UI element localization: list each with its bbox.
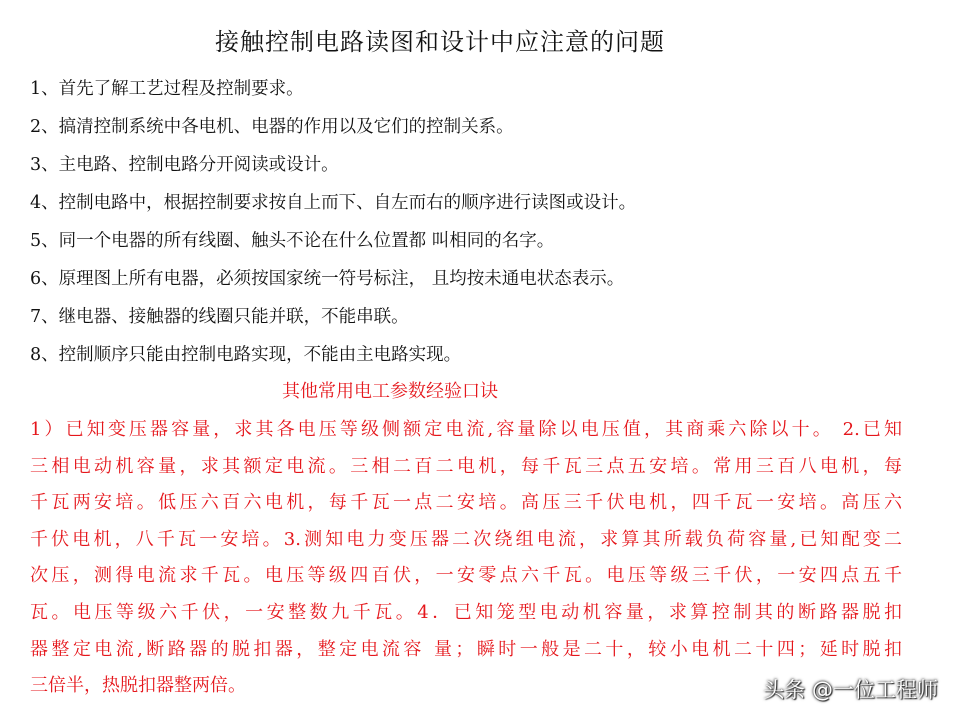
rules-list [30, 70, 636, 374]
rule-item: 7、继电器、接触器的线圈只能并联，不能串联。 [30, 307, 409, 327]
rule-item: 8、控制顺序只能由控制电路实现，不能由主电路实现。 [30, 345, 462, 365]
formula-paragraph [30, 412, 910, 705]
watermark-label: 头条 @一位工程师 [763, 678, 938, 702]
rule-item: 1、首先了解工艺过程及控制要求。 [30, 79, 304, 99]
paragraph-line: 三倍半，热脱扣器整两倍。 [30, 675, 246, 697]
paragraph-line: 次压，测得电流求千瓦。电压等级四百伏，一安零点六千瓦。电压等级三千伏，一安四点五千 [30, 565, 902, 587]
rule-item: 5、同一个电器的所有线圈、触头不论在什么位置都 叫相同的名字。 [30, 231, 555, 251]
rule-item: 4、控制电路中，根据控制要求按自上而下、自左而右的顺序进行读图或设计。 [30, 193, 637, 213]
paragraph-line: 1）已知变压器容量，求其各电压等级侧额定电流,容量除以电压值，其商乘六除以十。 2.已知 [30, 419, 902, 440]
section-subtitle: 其他常用电工参数经验口诀 [282, 381, 498, 402]
paragraph-line: 器整定电流,断路器的脱扣器，整定电流容 量；瞬时一般是二十，较小电机二十四；延时脱扣 [30, 638, 902, 660]
paragraph-line: 千伏电机，八千瓦一安培。3.测知电力变压器二次绕组电流，求算其所载负荷容量,已知配变二 [30, 528, 902, 550]
rule-item: 2、搞清控制系统中各电机、电器的作用以及它们的控制关系。 [30, 117, 514, 137]
paragraph-line: 瓦。电压等级六千伏，一安整数九千瓦。4．已知笼型电动机容量，求算控制其的断路器脱扣 [30, 601, 902, 623]
rule-item: 6、原理图上所有电器，必须按国家统一符号标注， 且均按未通电状态表示。 [30, 269, 625, 289]
rule-item: 3、主电路、控制电路分开阅读或设计。 [30, 155, 339, 175]
page-title: 接触控制电路读图和设计中应注意的问题 [215, 28, 665, 56]
paragraph-line: 千瓦两安培。低压六百六电机，每千瓦一点二安培。高压三千伏电机，四千瓦一安培。高压六 [30, 492, 902, 514]
paragraph-line: 三相电动机容量，求其额定电流。三相二百二电机，每千瓦三点五安培。常用三百八电机，每 [30, 455, 902, 477]
